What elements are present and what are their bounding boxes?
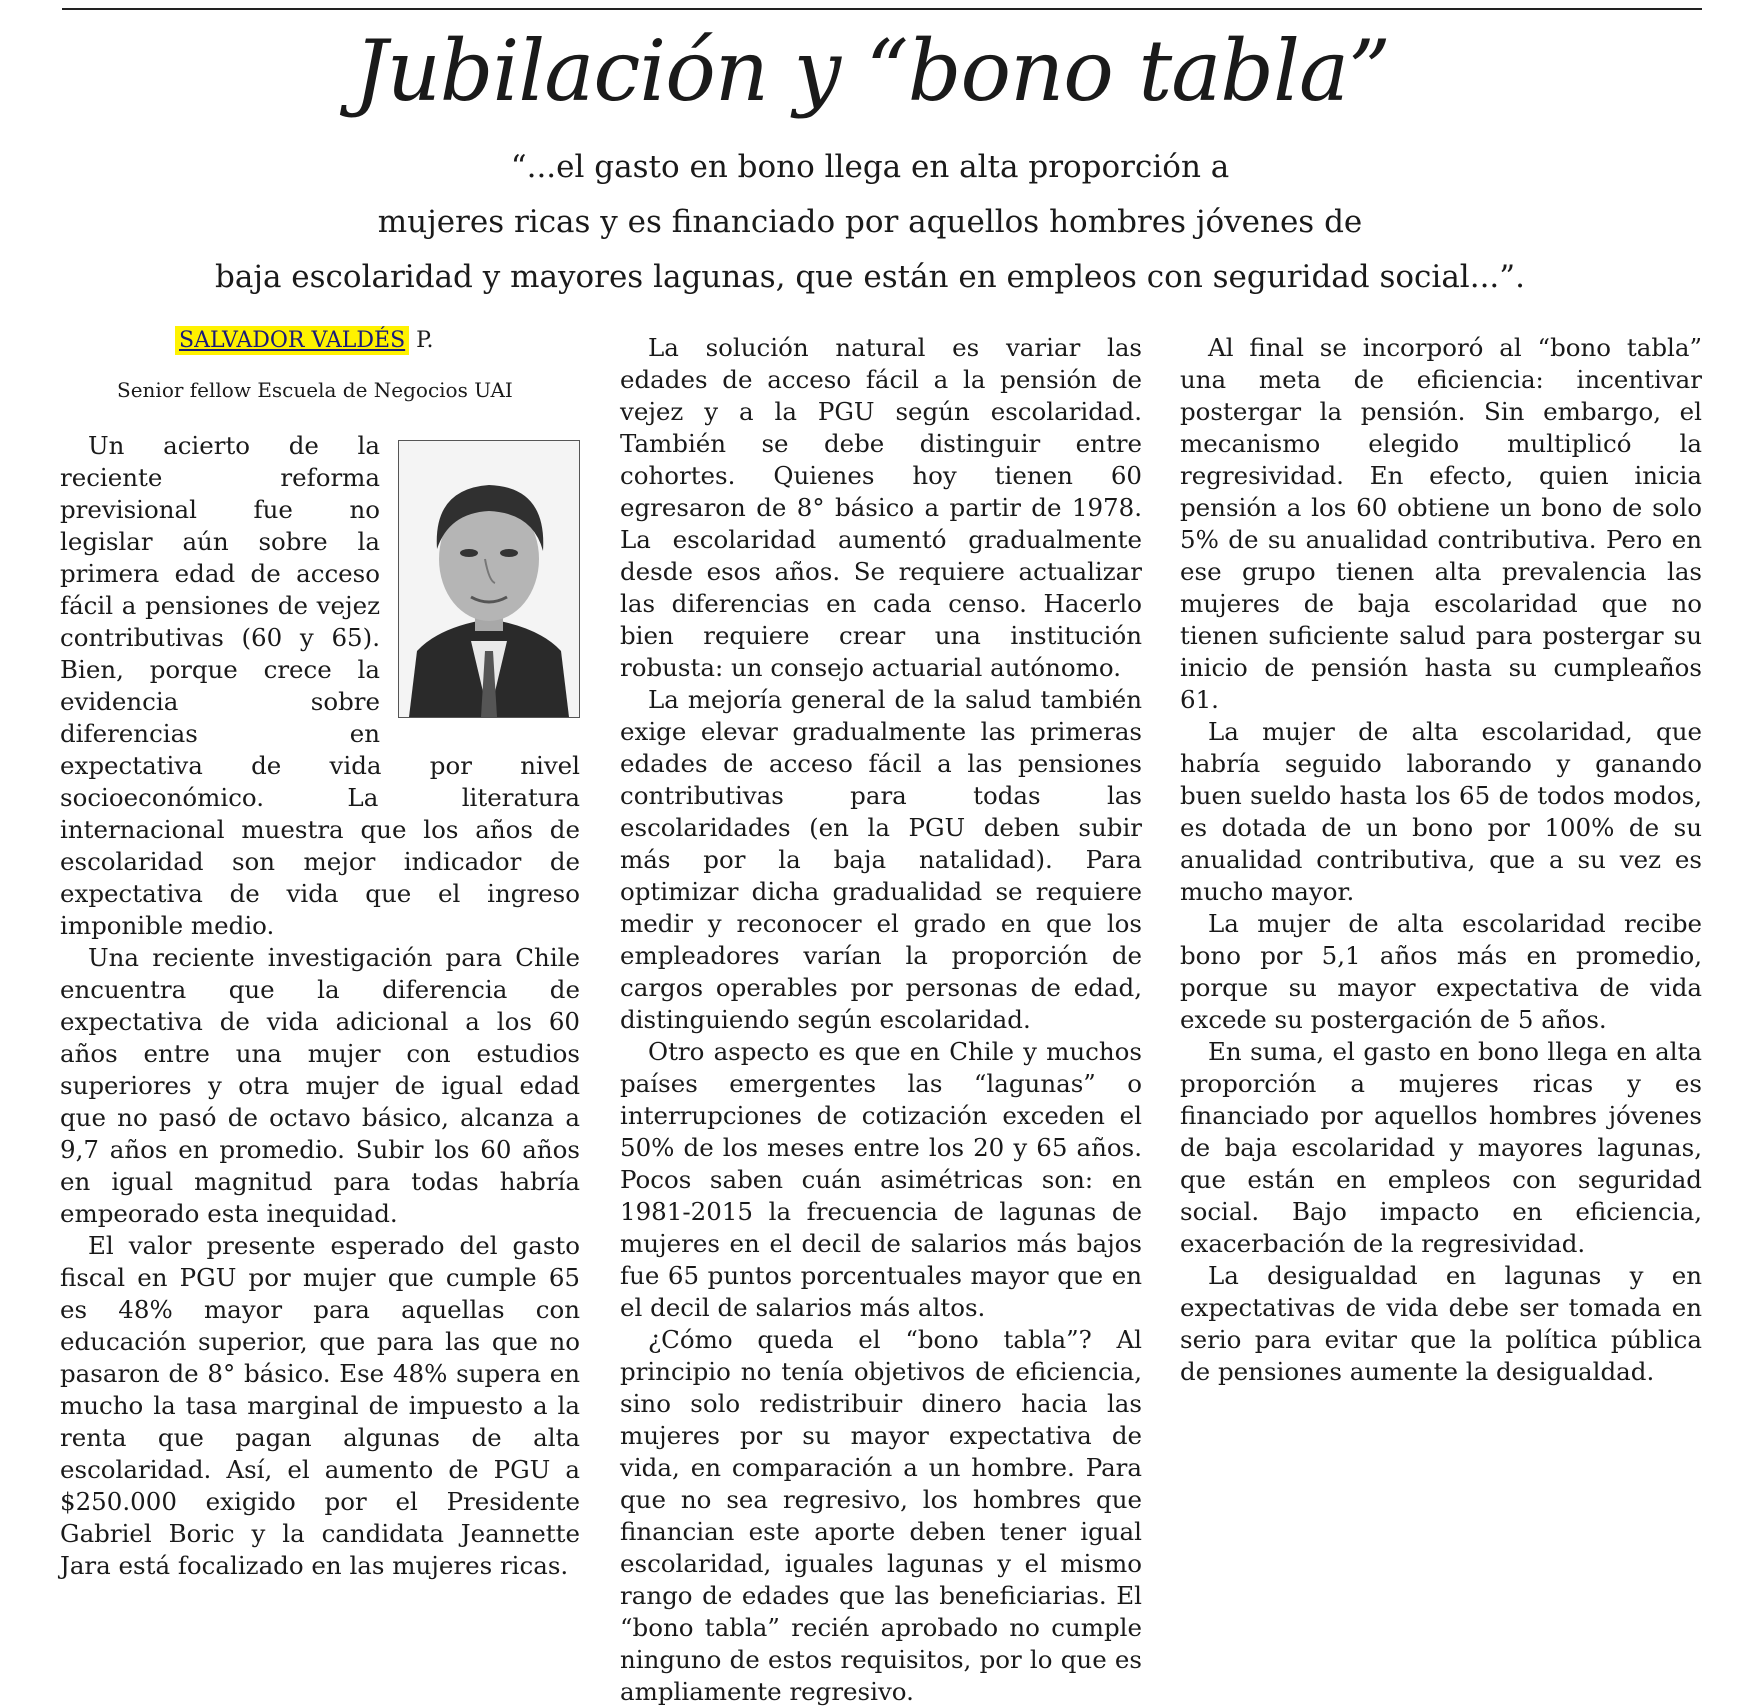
top-rule (62, 8, 1702, 10)
pull-quote-line: baja escolaridad y mayores lagunas, que están en empleos con seguridad social...”. (215, 259, 1525, 295)
author-suffix: P. (409, 328, 434, 353)
paragraph: La desigualdad en lagunas y en expectativas de vida debe ser tomada en serio para evitar que la política pública de pensiones aumente la desigualdad. (1180, 1261, 1702, 1386)
paragraph: El valor presente esperado del gasto fiscal en PGU por mujer que cumple 65 es 48% mayor para aquellas con educación superior, que para las que no pasaron de 8° básico. Ese 48% supera en mucho la tasa marginal de impuesto a la renta que pagan algunas de alta escolaridad. Así, el aumento de PGU a $250.000 exigido por el Presidente Gabriel Boric y la candidata Jeannette Jara está focalizado en las mujeres ricas. (60, 1231, 580, 1580)
author-photo (398, 440, 580, 718)
paragraph: Una reciente investigación para Chile encuentra que la diferencia de expectativa de vida adicional a los 60 años entre una mujer con estudios superiores y otra mujer de igual edad que no pasó de octavo básico, alcanza a 9,7 años en promedio. Subir los 60 años en igual magnitud para todas habría empeorado esta inequidad. (60, 943, 580, 1228)
paragraph: ¿Cómo queda el “bono tabla”? Al principio no tenía objetivos de eficiencia, sino solo redistribuir dinero hacia las mujeres por su mayor expectativa de vida, en comparación a un hombre. Para que no sea regresivo, los hombres que financian este aporte deben tener igual escolaridad, iguales lagunas y el mismo rango de edades que las beneficiarias. El “bono tabla” recién aprobado no cumple ninguno de estos requisitos, por lo que es ampliamente regresivo. (620, 1325, 1142, 1706)
pull-quote-line: “...el gasto en bono llega en alta proporción a (510, 149, 1230, 185)
paragraph: La mujer de alta escolaridad, que habría seguido laborando y ganando buen sueldo hasta los 65 de todos modos, es dotada de un bono por 100% de su anualidad contributiva, que a su vez es mucho mayor. (1180, 717, 1702, 906)
paragraph-text: Un acierto de la reciente reforma previsional fue no legislar aún sobre la primera edad de acceso fácil a pensiones de vejez contributivas (60 y 65). Bien, porque crece la evidencia sobre diferencias en expectativa de vida por nivel socioeconómico. La literatura internacional muestra que los años de escolaridad son mejor indicador de expectativa de vida que el ingreso imponible medio. (60, 431, 580, 940)
portrait-illustration (399, 441, 579, 717)
paragraph: En suma, el gasto en bono llega en alta proporción a mujeres ricas y es financiado por aquellos hombres jóvenes de baja escolaridad y mayores lagunas, que están en empleos con seguridad social. Bajo impacto en eficiencia, exacerbación de la regresividad. (1180, 1037, 1702, 1258)
paragraph: La mejoría general de la salud también exige elevar gradualmente las primeras edades de acceso fácil a las pensiones contributivas para todas las escolaridades (en la PGU deben subir más por la baja natalidad). Para optimizar dicha gradualidad se requiere medir y reconocer el grado en que los empleadores varían la proporción de cargos operables por personas de edad, distinguiendo según escolaridad. (620, 685, 1142, 1034)
author-byline (175, 328, 433, 353)
column-3 (1180, 332, 1702, 1388)
column-2 (620, 332, 1142, 1708)
article-title: Jubilación y “bono tabla” (354, 22, 1390, 120)
paragraph: La mujer de alta escolaridad recibe bono por 5,1 años más en promedio, porque su mayor expectativa de vida excede su postergación de 5 años. (1180, 909, 1702, 1034)
paragraph: Al final se incorporó al “bono tabla” una meta de eficiencia: incentivar postergar la pensión. Sin embargo, el mecanismo elegido multiplicó la regresividad. En efecto, quien inicia pensión a los 60 obtiene un bono de solo 5% de su anualidad contributiva. Pero en ese grupo tienen alta prevalencia las mujeres de baja escolaridad que no tienen suficiente salud para postergar su inicio de pensión hasta su cumpleaños 61. (1180, 333, 1702, 714)
paragraph: Otro aspecto es que en Chile y muchos países emergentes las “lagunas” o interrupciones de cotización exceden el 50% de los meses entre los 20 y 65 años. Pocos saben cuán asimétricas son: en 1981-2015 la frecuencia de lagunas de mujeres en el decil de salarios más bajos fue 65 puntos porcentuales mayor que en el decil de salarios más altos. (620, 1037, 1142, 1322)
column-1 (60, 430, 580, 1582)
pull-quote (150, 140, 1590, 305)
author-role: Senior fellow Escuela de Negocios UAI (117, 378, 513, 402)
paragraph (60, 430, 580, 942)
author-name[interactable]: SALVADOR VALDÉS (175, 326, 409, 355)
pull-quote-line: mujeres ricas y es financiado por aquellos hombres jóvenes de (377, 204, 1363, 240)
paragraph: La solución natural es variar las edades de acceso fácil a la pensión de vejez y a la PGU según escolaridad. También se debe distinguir entre cohortes. Quienes hoy tienen 60 egresaron de 8° básico a partir de 1978. La escolaridad aumentó gradualmente desde esos años. Se requiere actualizar las diferencias en cada censo. Hacerlo bien requiere crear una institución robusta: un consejo actuarial autónomo. (620, 333, 1142, 682)
